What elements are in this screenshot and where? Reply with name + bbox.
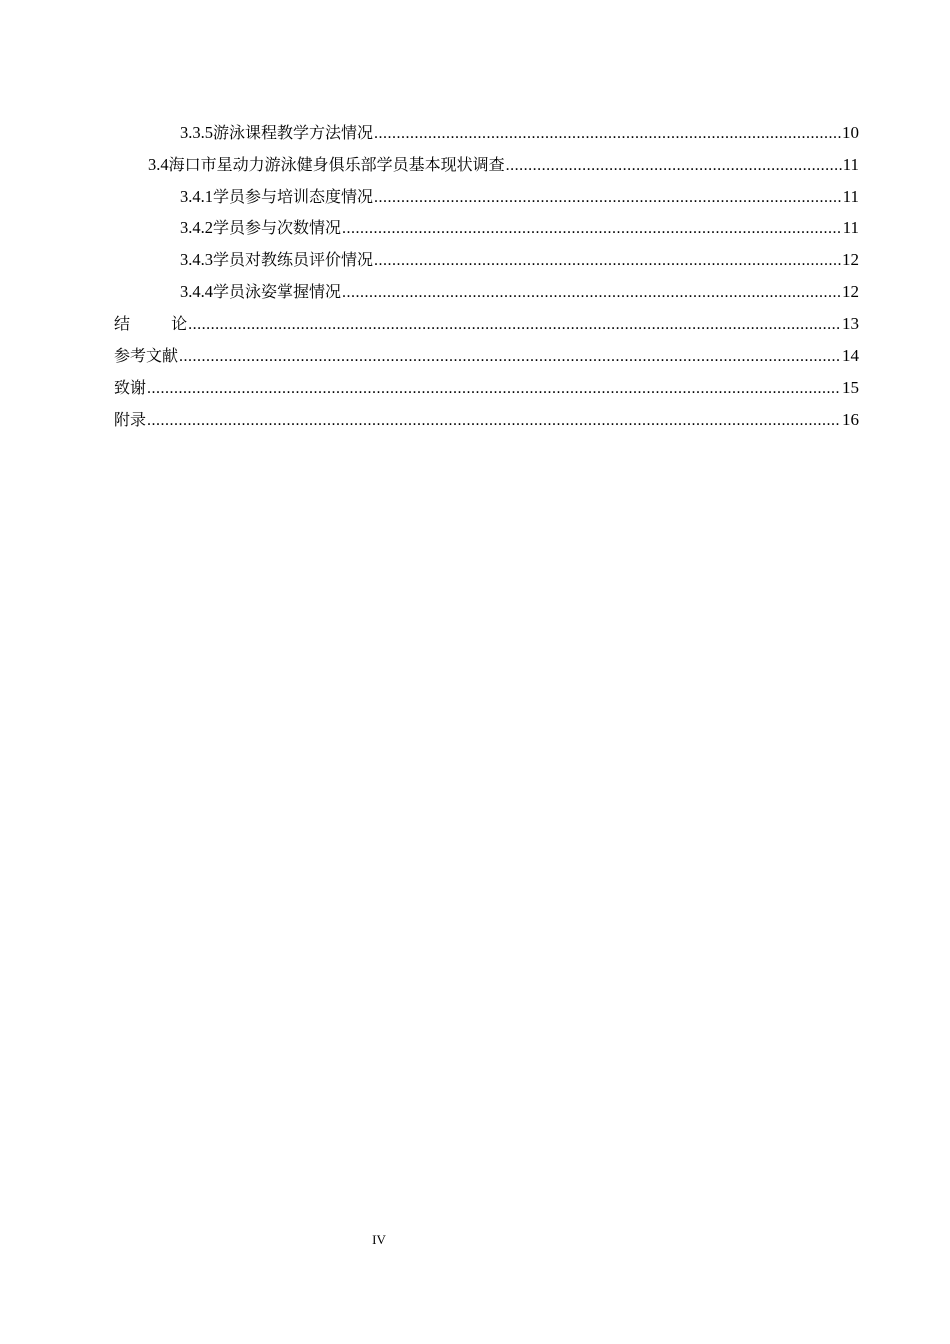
toc-entry-title: 附录: [114, 410, 147, 429]
toc-entry-title: 学员泳姿掌握情况: [213, 282, 342, 301]
toc-leader-dots: [342, 217, 842, 241]
toc-entry-page: 16: [842, 410, 859, 429]
toc-entry-page: 12: [842, 282, 859, 301]
toc-entry-page: 14: [842, 346, 859, 365]
toc-entry-page: 15: [842, 378, 859, 397]
toc-leader-dots: [147, 377, 841, 401]
toc-entry-number: 3.3.5: [180, 123, 213, 142]
toc-leader-dots: [179, 345, 841, 369]
toc-entry-number: 3.4: [148, 155, 169, 174]
toc-leader-dots: [374, 249, 841, 273]
toc-entry-3-3-5[interactable]: [180, 121, 859, 145]
toc-entry-title: 海口市星动力游泳健身俱乐部学员基本现状调查: [168, 155, 505, 174]
toc-leader-dots: [374, 186, 842, 210]
toc-entry-page: 11: [842, 155, 859, 174]
toc-entry-3-4-1[interactable]: [180, 185, 859, 209]
toc-entry-title: 致谢: [114, 378, 147, 397]
toc-entry-title: 学员参与次数情况: [213, 218, 342, 237]
toc-entry-number: 3.4.1: [180, 187, 213, 206]
toc-entry-3-4-3[interactable]: [180, 248, 859, 272]
toc-entry-3-4-4[interactable]: [180, 280, 859, 304]
toc-leader-dots: [342, 281, 841, 305]
toc-entry-title: 学员对教练员评价情况: [213, 250, 374, 269]
toc-entry-page: 11: [842, 187, 859, 206]
toc-entry-number: 3.4.4: [180, 282, 213, 301]
toc-entry-3-4-2[interactable]: [180, 216, 859, 240]
toc-entry-number: 3.4.2: [180, 218, 213, 237]
toc-entry-page: 10: [842, 123, 859, 142]
toc-entry-page: 12: [842, 250, 859, 269]
toc-entry-title: 结 论: [114, 314, 188, 333]
toc-entry-appendix[interactable]: [114, 408, 859, 432]
toc-leader-dots: [188, 313, 841, 337]
toc-entry-acknowledgements[interactable]: [114, 376, 859, 400]
toc-entry-number: 3.4.3: [180, 250, 213, 269]
toc-entry-conclusion[interactable]: [114, 312, 859, 336]
toc-entry-page: 13: [842, 314, 859, 333]
page-number: IV: [372, 1232, 386, 1247]
toc-entry-title: 参考文献: [114, 346, 179, 365]
toc-leader-dots: [506, 154, 842, 178]
toc-leader-dots: [147, 409, 841, 433]
toc-entry-page: 11: [842, 218, 859, 237]
toc-entry-title: 学员参与培训态度情况: [213, 187, 374, 206]
toc-entry-3-4[interactable]: [148, 153, 859, 177]
toc-entry-title: 游泳课程教学方法情况: [213, 123, 374, 142]
toc-leader-dots: [374, 122, 841, 146]
toc-entry-references[interactable]: [114, 344, 859, 368]
